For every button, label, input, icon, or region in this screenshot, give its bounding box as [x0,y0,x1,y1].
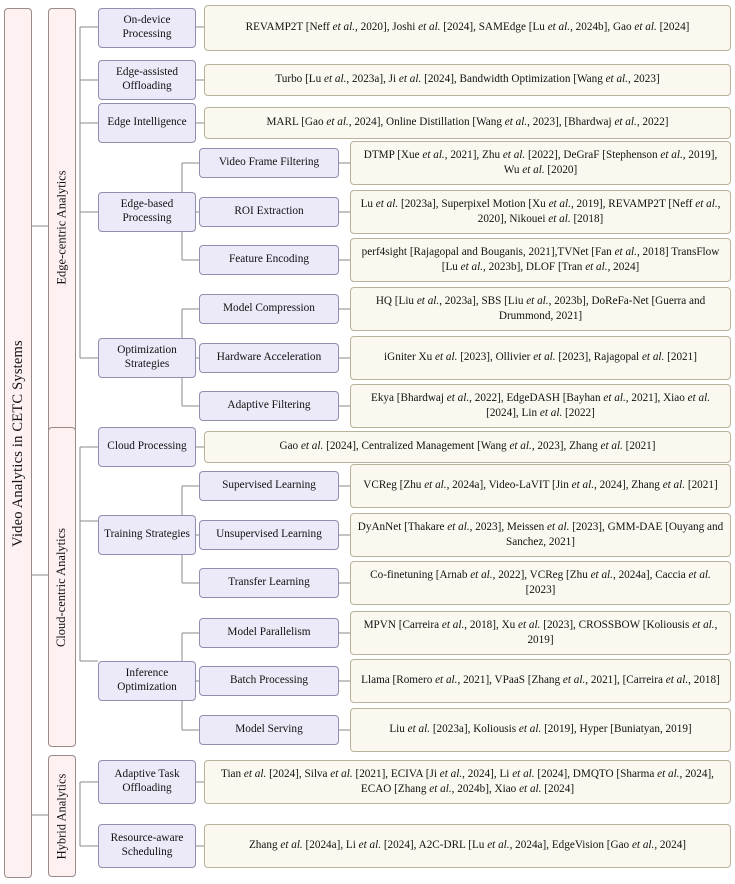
branch-edge-centric [48,8,76,447]
leaf-unsupervised-learning: DyAnNet [Thakare et al., 2023], Meissen et al. [2023], GMM-DAE [Ouyang and Sanchez, 2021] [350,513,731,557]
subcategory-model-serving: Model Serving [199,715,339,745]
category-edge-based-processing: Edge-based Processing [98,192,196,232]
leaf-resource-aware-scheduling: Zhang et al. [2024a], Li et al. [2024], A2C-DRL [Lu et al., 2024a], EdgeVision [Gao et al., 2024] [204,824,731,868]
branch-cloud-centric [48,427,76,747]
subcategory-adaptive-filtering: Adaptive Filtering [199,391,339,421]
leaf-batch-processing: Llama [Romero et al., 2021], VPaaS [Zhang et al., 2021], [Carreira et al., 2018] [350,659,731,703]
subcategory-batch-processing: Batch Processing [199,666,339,696]
leaf-hardware-acceleration: iGniter Xu et al. [2023], Ollivier et al. [2023], Rajagopal et al. [2021] [350,336,731,380]
subcategory-feature-encoding: Feature Encoding [199,245,339,275]
leaf-transfer-learning: Co-finetuning [Arnab et al., 2022], VCReg [Zhu et al., 2024a], Caccia et al. [2023] [350,561,731,605]
leaf-model-parallelism: MPVN [Carreira et al., 2018], Xu et al. [2023], CROSSBOW [Koliousis et al., 2019] [350,611,731,655]
leaf-edge-assisted-offloading: Turbo [Lu et al., 2023a], Ji et al. [2024], Bandwidth Optimization [Wang et al., 2023] [204,64,731,96]
leaf-feature-encoding: perf4sight [Rajagopal and Bouganis, 2021],TVNet [Fan et al., 2018] TransFlow [Lu et al., 2023b], DLOF [Tran et al., 2024] [350,238,731,282]
subcategory-model-compression: Model Compression [199,294,339,324]
leaf-adaptive-task-offloading: Tian et al. [2024], Silva et al. [2021], ECIVA [Ji et al., 2024], Li et al. [2024], DMQTO [Sharma et al., 2024], ECAO [Zhang et al., 2024b], Xiao et al. [2024] [204,760,731,804]
root-label: Video Analytics in CETC Systems [9,339,26,547]
category-adaptive-task-offloading: Adaptive Task Offloading [98,760,196,804]
leaf-on-device-processing: REVAMP2T [Neff et al., 2020], Joshi et al. [2024], SAMEdge [Lu et al., 2024b], Gao et al. [2024] [204,5,731,51]
category-resource-aware-scheduling: Resource-aware Scheduling [98,824,196,868]
subcategory-transfer-learning: Transfer Learning [199,568,339,598]
branch-hybrid [48,755,76,877]
leaf-supervised-learning: VCReg [Zhu et al., 2024a], Video-LaVIT [Jin et al., 2024], Zhang et al. [2021] [350,464,731,508]
category-optimization-strategies: Optimization Strategies [98,338,196,378]
category-inference-optimization: Inference Optimization [98,661,196,701]
root-node [4,8,32,878]
subcategory-unsupervised-learning: Unsupervised Learning [199,520,339,550]
leaf-roi-extraction: Lu et al. [2023a], Superpixel Motion [Xu et al., 2019], REVAMP2T [Neff et al., 2020], Nikouei et al. [2018] [350,190,731,234]
subcategory-hardware-acceleration: Hardware Acceleration [199,343,339,373]
category-edge-intelligence: Edge Intelligence [98,103,196,143]
subcategory-video-frame-filtering: Video Frame Filtering [199,148,339,178]
category-cloud-processing: Cloud Processing [98,427,196,467]
leaf-cloud-processing: Gao et al. [2024], Centralized Management [Wang et al., 2023], Zhang et al. [2021] [204,431,731,463]
category-edge-assisted-offloading: Edge-assisted Offloading [98,60,196,100]
branch-label: Cloud-centric Analytics [54,527,69,647]
category-training-strategies: Training Strategies [98,515,196,555]
subcategory-model-parallelism: Model Parallelism [199,618,339,648]
leaf-video-frame-filtering: DTMP [Xue et al., 2021], Zhu et al. [2022], DeGraF [Stephenson et al., 2019], Wu et al. [2020] [350,141,731,185]
branch-label: Hybrid Analytics [54,773,69,859]
category-on-device-processing: On-device Processing [98,8,196,48]
leaf-adaptive-filtering: Ekya [Bhardwaj et al., 2022], EdgeDASH [Bayhan et al., 2021], Xiao et al. [2024], Lin et al. [2022] [350,384,731,428]
branch-label: Edge-centric Analytics [54,170,69,285]
leaf-edge-intelligence: MARL [Gao et al., 2024], Online Distillation [Wang et al., 2023], [Bhardwaj et al., 2022] [204,107,731,139]
leaf-model-compression: HQ [Liu et al., 2023a], SBS [Liu et al., 2023b], DoReFa-Net [Guerra and Drummond, 2021] [350,287,731,331]
subcategory-roi-extraction: ROI Extraction [199,197,339,227]
leaf-model-serving: Liu et al. [2023a], Koliousis et al. [2019], Hyper [Buniatyan, 2019] [350,708,731,752]
subcategory-supervised-learning: Supervised Learning [199,471,339,501]
